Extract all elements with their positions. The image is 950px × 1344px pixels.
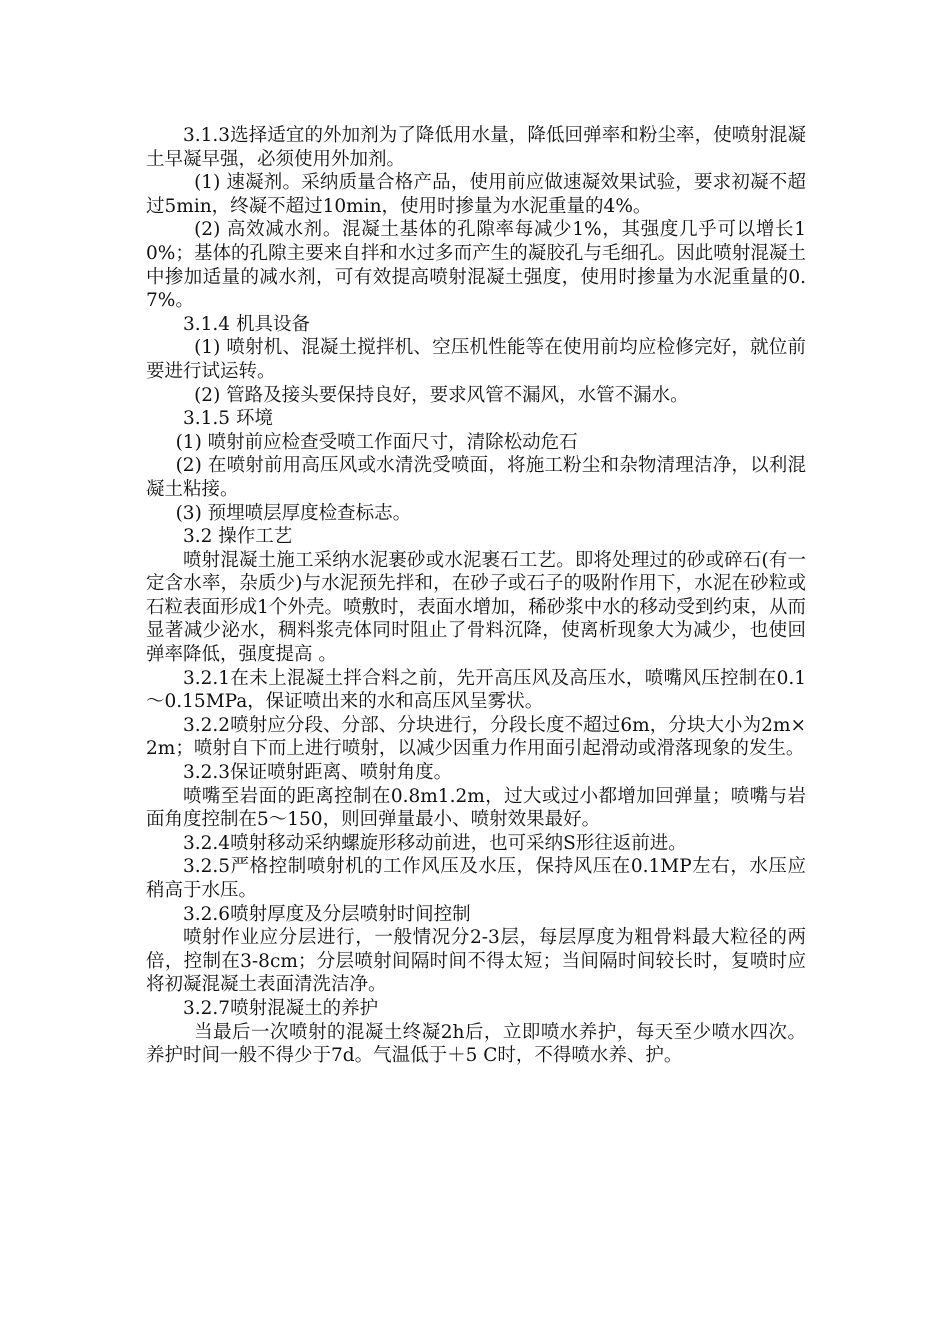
paragraph-3-2-4: 3.2.4喷射移动采纳螺旋形移动前进，也可采纳S形往返前进。 — [183, 832, 687, 854]
heading-3-2-6: 3.2.6喷射厚度及分层喷射时间控制 — [183, 903, 471, 925]
document-body — [146, 124, 806, 1068]
paragraph-pipes: (2) 管路及接头要保持良好，要求风管不漏风，水管不漏水。 — [194, 384, 689, 406]
heading-3-1-4: 3.1.4 机具设备 — [183, 313, 310, 335]
paragraph-water-reducer: (2) 高效减水剂。混凝土基体的孔隙率每减少1%，其强度几乎可以增长10%；基体的孔隙主要来自拌和水过多而产生的凝胶孔与毛细孔。因此喷射混凝土中掺加适量的减水剂，可有效提高喷射混凝土强度，使用时掺量为水泥重量的0.7%。 — [146, 219, 806, 312]
paragraph-nozzle-distance: 喷嘴至岩面的距离控制在0.8m1.2m，过大或过小都增加回弹量；喷嘴与岩面角度控制在5～150，则回弹量最小、喷射效果最好。 — [146, 785, 806, 831]
paragraph-env-2: (2) 在喷射前用高压风或水清洗受喷面，将施工粉尘和杂物清理洁净，以利混凝土粘接。 — [146, 455, 806, 500]
heading-3-2-3: 3.2.3保证喷射距离、喷射角度。 — [183, 762, 453, 784]
paragraph-3-2-5: 3.2.5严格控制喷射机的工作风压及水压，保持风压在0.1MP左右，水压应稍高于水压。 — [146, 856, 806, 901]
paragraph-3-2-2: 3.2.2喷射应分段、分部、分块进行，分段长度不超过6m，分块大小为2m×2m；喷射自下而上进行喷射，以减少因重力作用面引起滑动或滑落现象的发生。 — [146, 714, 806, 760]
paragraph-process: 喷射混凝土施工采纳水泥裹砂或水泥裹石工艺。即将处理过的砂或碎石(有一定含水率，杂质少)与水泥预先拌和，在砂子或石子的吸附作用下，水泥在砂粒或石粒表面形成1个外壳。喷敷时，表面水增加，稀砂浆中水的移动受到约束，从而显著减少泌水，稠料浆壳体同时阻止了骨料沉降，使离析现象大为减少，也使回弹率降低，强度提高 。 — [146, 549, 806, 666]
heading-3-1-5: 3.1.5 环境 — [183, 408, 273, 430]
paragraph-curing: 当最后一次喷射的混凝土终凝2h后，立即喷水养护，每天至少喷水四次。养护时间一般不得少于7d。气温低于＋5 C时，不得喷水养、护。 — [146, 1021, 806, 1067]
paragraph-accelerator: (1) 速凝剂。采纳质量合格产品，使用前应做速凝效果试验，要求初凝不超过5min，终凝不超过10min，使用时掺量为水泥重量的4%。 — [146, 172, 806, 217]
paragraph-layering: 喷射作业应分层进行，一般情况分2-3层，每层厚度为粗骨料最大粒径的两倍，控制在3-8cm；分层喷射间隔时间不得太短；当间隔时间较长时，复喷时应将初凝混凝土表面清洗洁净。 — [146, 927, 806, 996]
paragraph-machines: (1) 喷射机、混凝土搅拌机、空压机性能等在使用前均应检修完好，就位前要进行试运转。 — [146, 337, 806, 382]
paragraph-env-3: (3) 预埋喷层厚度检查标志。 — [175, 502, 412, 524]
paragraph-3-1-3: 3.1.3选择适宜的外加剂为了降低用水量，降低回弹率和粉尘率，使喷射混凝土早凝早强，必须使用外加剂。 — [146, 125, 806, 170]
heading-3-2: 3.2 操作工艺 — [183, 526, 293, 548]
paragraph-3-2-1: 3.2.1在未上混凝土拌合料之前，先开高压风及高压水，喷嘴风压控制在0.1～0.15MPa，保证喷出来的水和高压风呈雾状。 — [146, 667, 806, 713]
paragraph-env-1: (1) 喷射前应检查受喷工作面尺寸，清除松动危石 — [175, 431, 578, 453]
heading-3-2-7: 3.2.7喷射混凝土的养护 — [183, 997, 379, 1019]
